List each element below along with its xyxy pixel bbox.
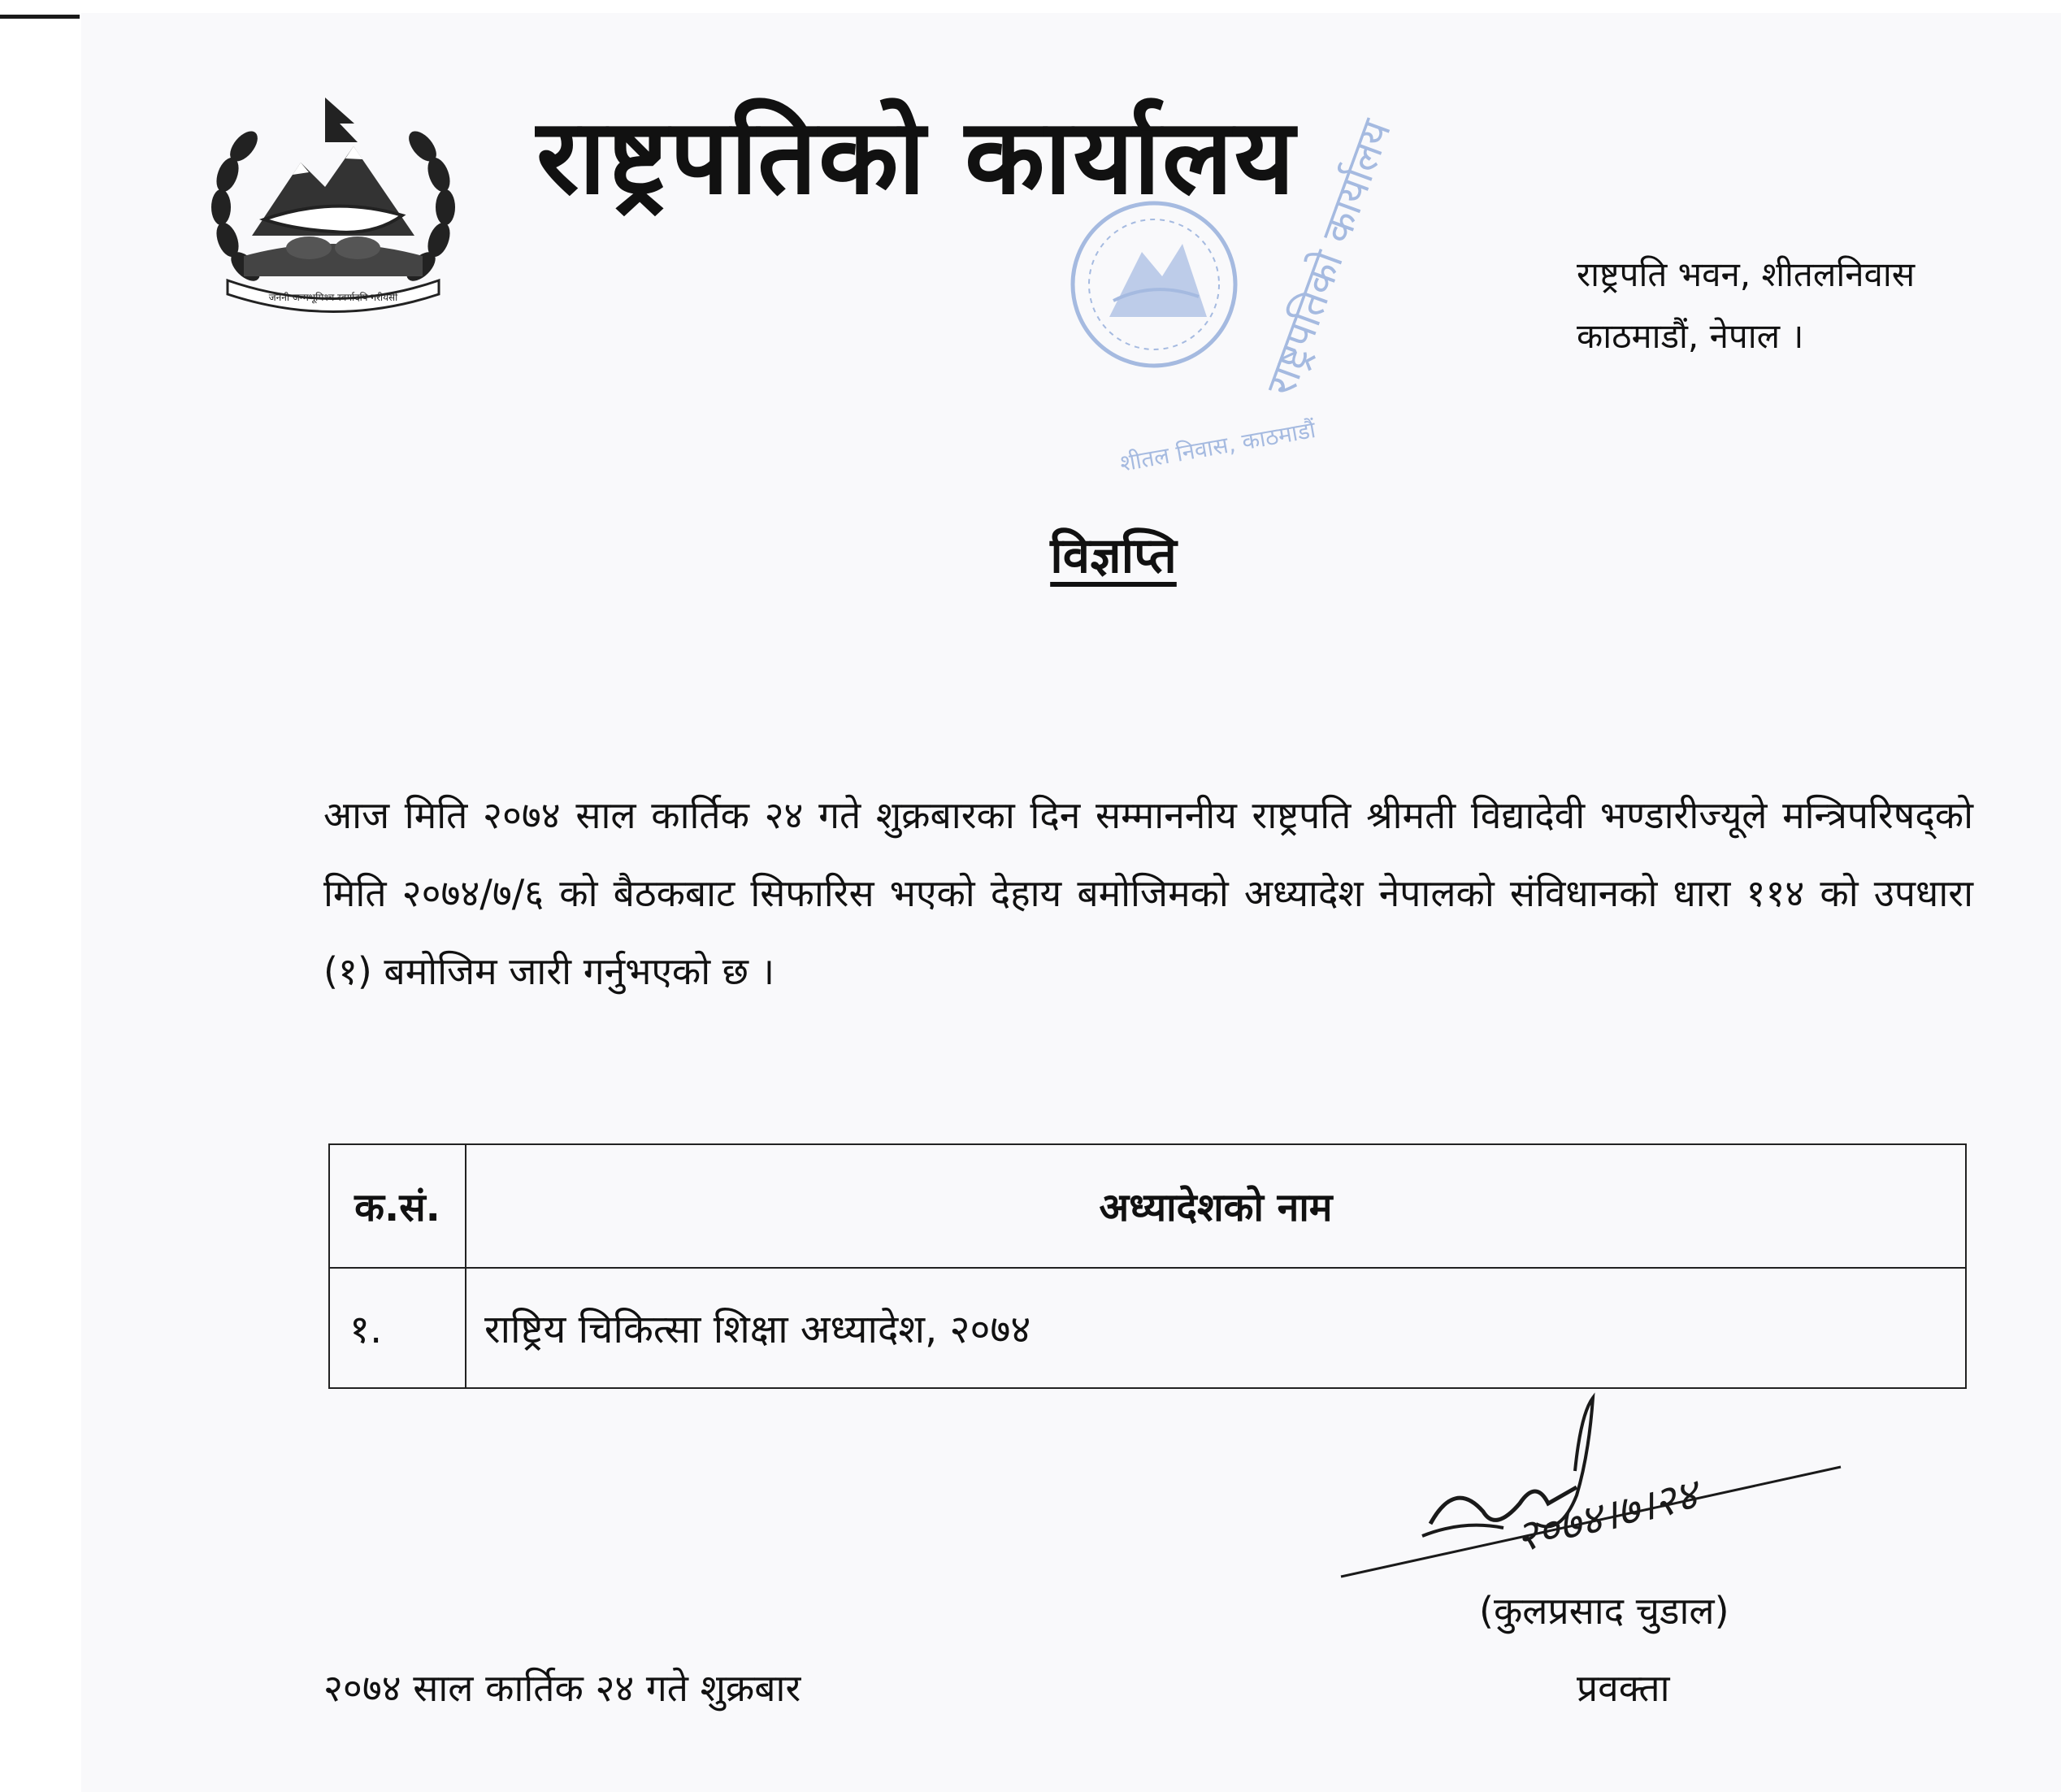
office-title: राष्ट्रपतिको कार्यालय: [536, 97, 1296, 218]
signer-name: (कुलप्रसाद चुडाल): [1479, 1589, 1729, 1633]
signer-title: प्रवक्ता: [1577, 1666, 1670, 1710]
ordinance-table: [328, 1143, 1967, 1389]
stamp-subtext: शीतल निवास, काठमाडौं: [1117, 416, 1318, 477]
corner-mark: [0, 15, 80, 19]
cell-serial-no: १.: [329, 1268, 466, 1388]
emblem-motto: जननी जन्मभूमिश्च स्वर्गादपि गरीयसी: [268, 292, 398, 303]
notice-body: आज मिति २०७४ साल कार्तिक २४ गते शुक्रबारका दिन सम्माननीय राष्ट्रपति श्रीमती विद्यादेवी भण्डारीज्यूले मन्त्रिपरिषद्को मिति २०७४/७/६ को बैठकबाट सिफारिस भएको देहाय बमोजिमको अध्यादेश नेपालको संविधानको धारा ११४ को उपधारा (१) बमोजिम जारी गर्नुभएको छ ।: [323, 793, 1973, 993]
notice-heading: विज्ञप्ति: [1050, 527, 1177, 584]
header-ordinance-name: अध्यादेशको नाम: [466, 1144, 1966, 1268]
stamp-text: राष्ट्रपतिको कार्यालय: [1256, 113, 1401, 402]
footer-date: २०७४ साल कार्तिक २४ गते शुक्रबार: [323, 1666, 801, 1710]
signature-date: २०७४।७।२४: [1510, 1470, 1703, 1563]
cell-ordinance-name: राष्ट्रिय चिकित्सा शिक्षा अध्यादेश, २०७४: [466, 1268, 1966, 1388]
address-line-2: काठमाडौं, नेपाल ।: [1577, 316, 1804, 356]
scan-margin: [0, 0, 81, 1792]
scan-top-margin: [0, 0, 2061, 13]
table-row: [329, 1268, 1966, 1388]
office-address: [1577, 244, 1915, 367]
header-serial-no: क.सं.: [329, 1144, 466, 1268]
official-stamp-icon: [1032, 113, 1401, 496]
table-header-row: [329, 1144, 1966, 1268]
handwritten-signature: [1333, 1382, 1861, 1593]
nepal-emblem-icon: [195, 81, 471, 325]
address-line-1: राष्ट्रपति भवन, शीतलनिवास: [1577, 254, 1916, 294]
